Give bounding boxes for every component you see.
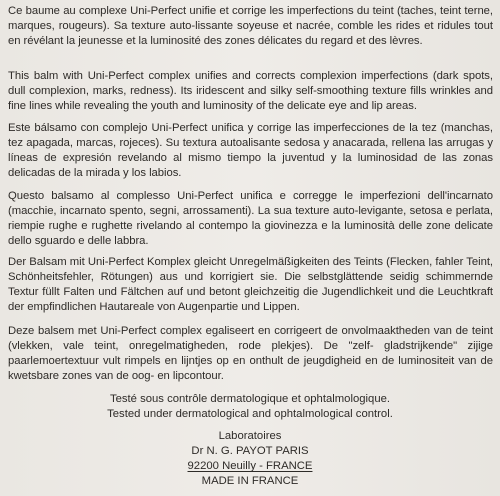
test-statement-french: Testé sous contrôle dermatologique et ophtalmologique.	[109, 393, 391, 405]
test-statement-english: Tested under dermatological and ophtalmological control.	[107, 408, 393, 420]
description-dutch: Deze balsem met Uni-Perfect complex egaliseert en corrigeert de onvolmaaktheden van de teint (vlekken, vale teint, onregelmatigheden, rode plekjes). De "zelf- gladstrijkende" zijige paarlemoertextuur vult rimpels en lijntjes op en onthult de jeugdigheid en de luminositeit van de kwetsbare zones van de oog- en lipcontour.	[8, 325, 493, 383]
testing-statement	[0, 392, 500, 422]
description-italian: Questo balsamo al complesso Uni-Perfect unifica e corregge le imperfezioni dell'incarnato (macchie, incarnato spento, segni, arrossamenti). La sua texture auto-levigante, setosa e perlata, riempie rughe e rughette rivelando al contempo la giovinezza e la luminosità delle zone delicate dello sguardo e delle labbra.	[8, 190, 493, 248]
origin-label: MADE IN FRANCE	[201, 475, 299, 487]
description-german: Der Balsam mit Uni-Perfect Komplex gleicht Unregelmäßigkeiten des Teints (Flecken, fahler Teint, Schönheitsfehler, Rötungen) aus und korrigiert sie. Die selbstglättende seidig schimmernde Textur füllt Falten und Fältchen auf und betont gleichzeitig die Jugendlichkeit und die Leuchtkraft der empfindlichen Hautareale von Augenpartie und Lippen.	[8, 256, 493, 314]
description-french: Ce baume au complexe Uni-Perfect unifie et corrige les imperfections du teint (taches, teint terne, marques, rougeurs). Sa texture auto-lissante soyeuse et nacrée, comble les rides et ridules tout en révélant la jeunesse et la luminosité des zones délicates du regard et des lèvres.	[8, 5, 493, 48]
description-english: This balm with Uni-Perfect complex unifies and corrects complexion imperfections (dark spots, dull complexion, marks, redness). Its iridescent and silky self-smoothing texture fills wrinkles and fine lines while revealing the youth and luminosity of the delicate eye and lip areas.	[8, 70, 493, 113]
company-name: Dr N. G. PAYOT PARIS	[191, 445, 309, 457]
description-spanish: Este bálsamo con complejo Uni-Perfect unifica y corrige las imperfecciones de la tez (manchas, tez apagada, marcas, rojeces). Su textura autoalisante sedosa y anacarada, rellena las arrugas y líneas de expresión revelando al mismo tiempo la juventud y la luminosidad de las zonas delicadas de la mirada y los labios.	[8, 122, 493, 180]
laboratory-label: Laboratoires	[218, 430, 282, 442]
company-address: 92200 Neuilly - FRANCE	[187, 460, 313, 472]
manufacturer-info	[0, 429, 500, 489]
